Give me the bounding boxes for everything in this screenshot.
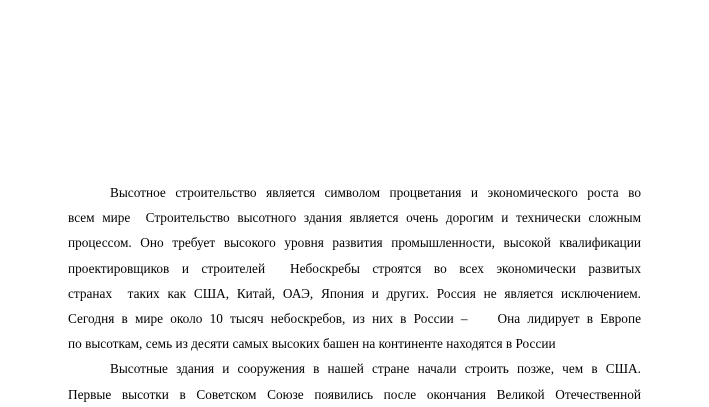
- text-line: проектировщиков и строителей Небоскребы строятся во всех экономически развитых: [68, 260, 641, 276]
- text-line: [68, 306, 641, 331]
- text-line: по высоткам, семь из десяти самых высоких башен на континенте находятся в России: [68, 336, 556, 352]
- document-body: [68, 180, 641, 407]
- text-line: Высотное строительство является символом процветания и экономического роста во: [110, 185, 641, 200]
- text-line: всем мире Строительство высотного здания является очень дорогим и технически сложным: [68, 210, 641, 226]
- text-line: Первые высотки в Советском Союзе появились после окончания Великой Отечественной: [68, 386, 641, 402]
- text-line: процессом. Оно требует высокого уровня развития промышленности, высокой квалификации: [68, 235, 641, 251]
- text-line-start: Сегодня в мире около 10 тысяч небоскребов, из них в России –: [68, 310, 468, 326]
- text-line: странах таких как США, Китай, ОАЭ, Япония и других. Россия не является исключением.: [68, 285, 641, 301]
- text-line: Высотные здания и сооружения в нашей стране начали строить позже, чем в США.: [110, 361, 641, 377]
- text-line-end: Она лидирует в Европе: [497, 310, 641, 326]
